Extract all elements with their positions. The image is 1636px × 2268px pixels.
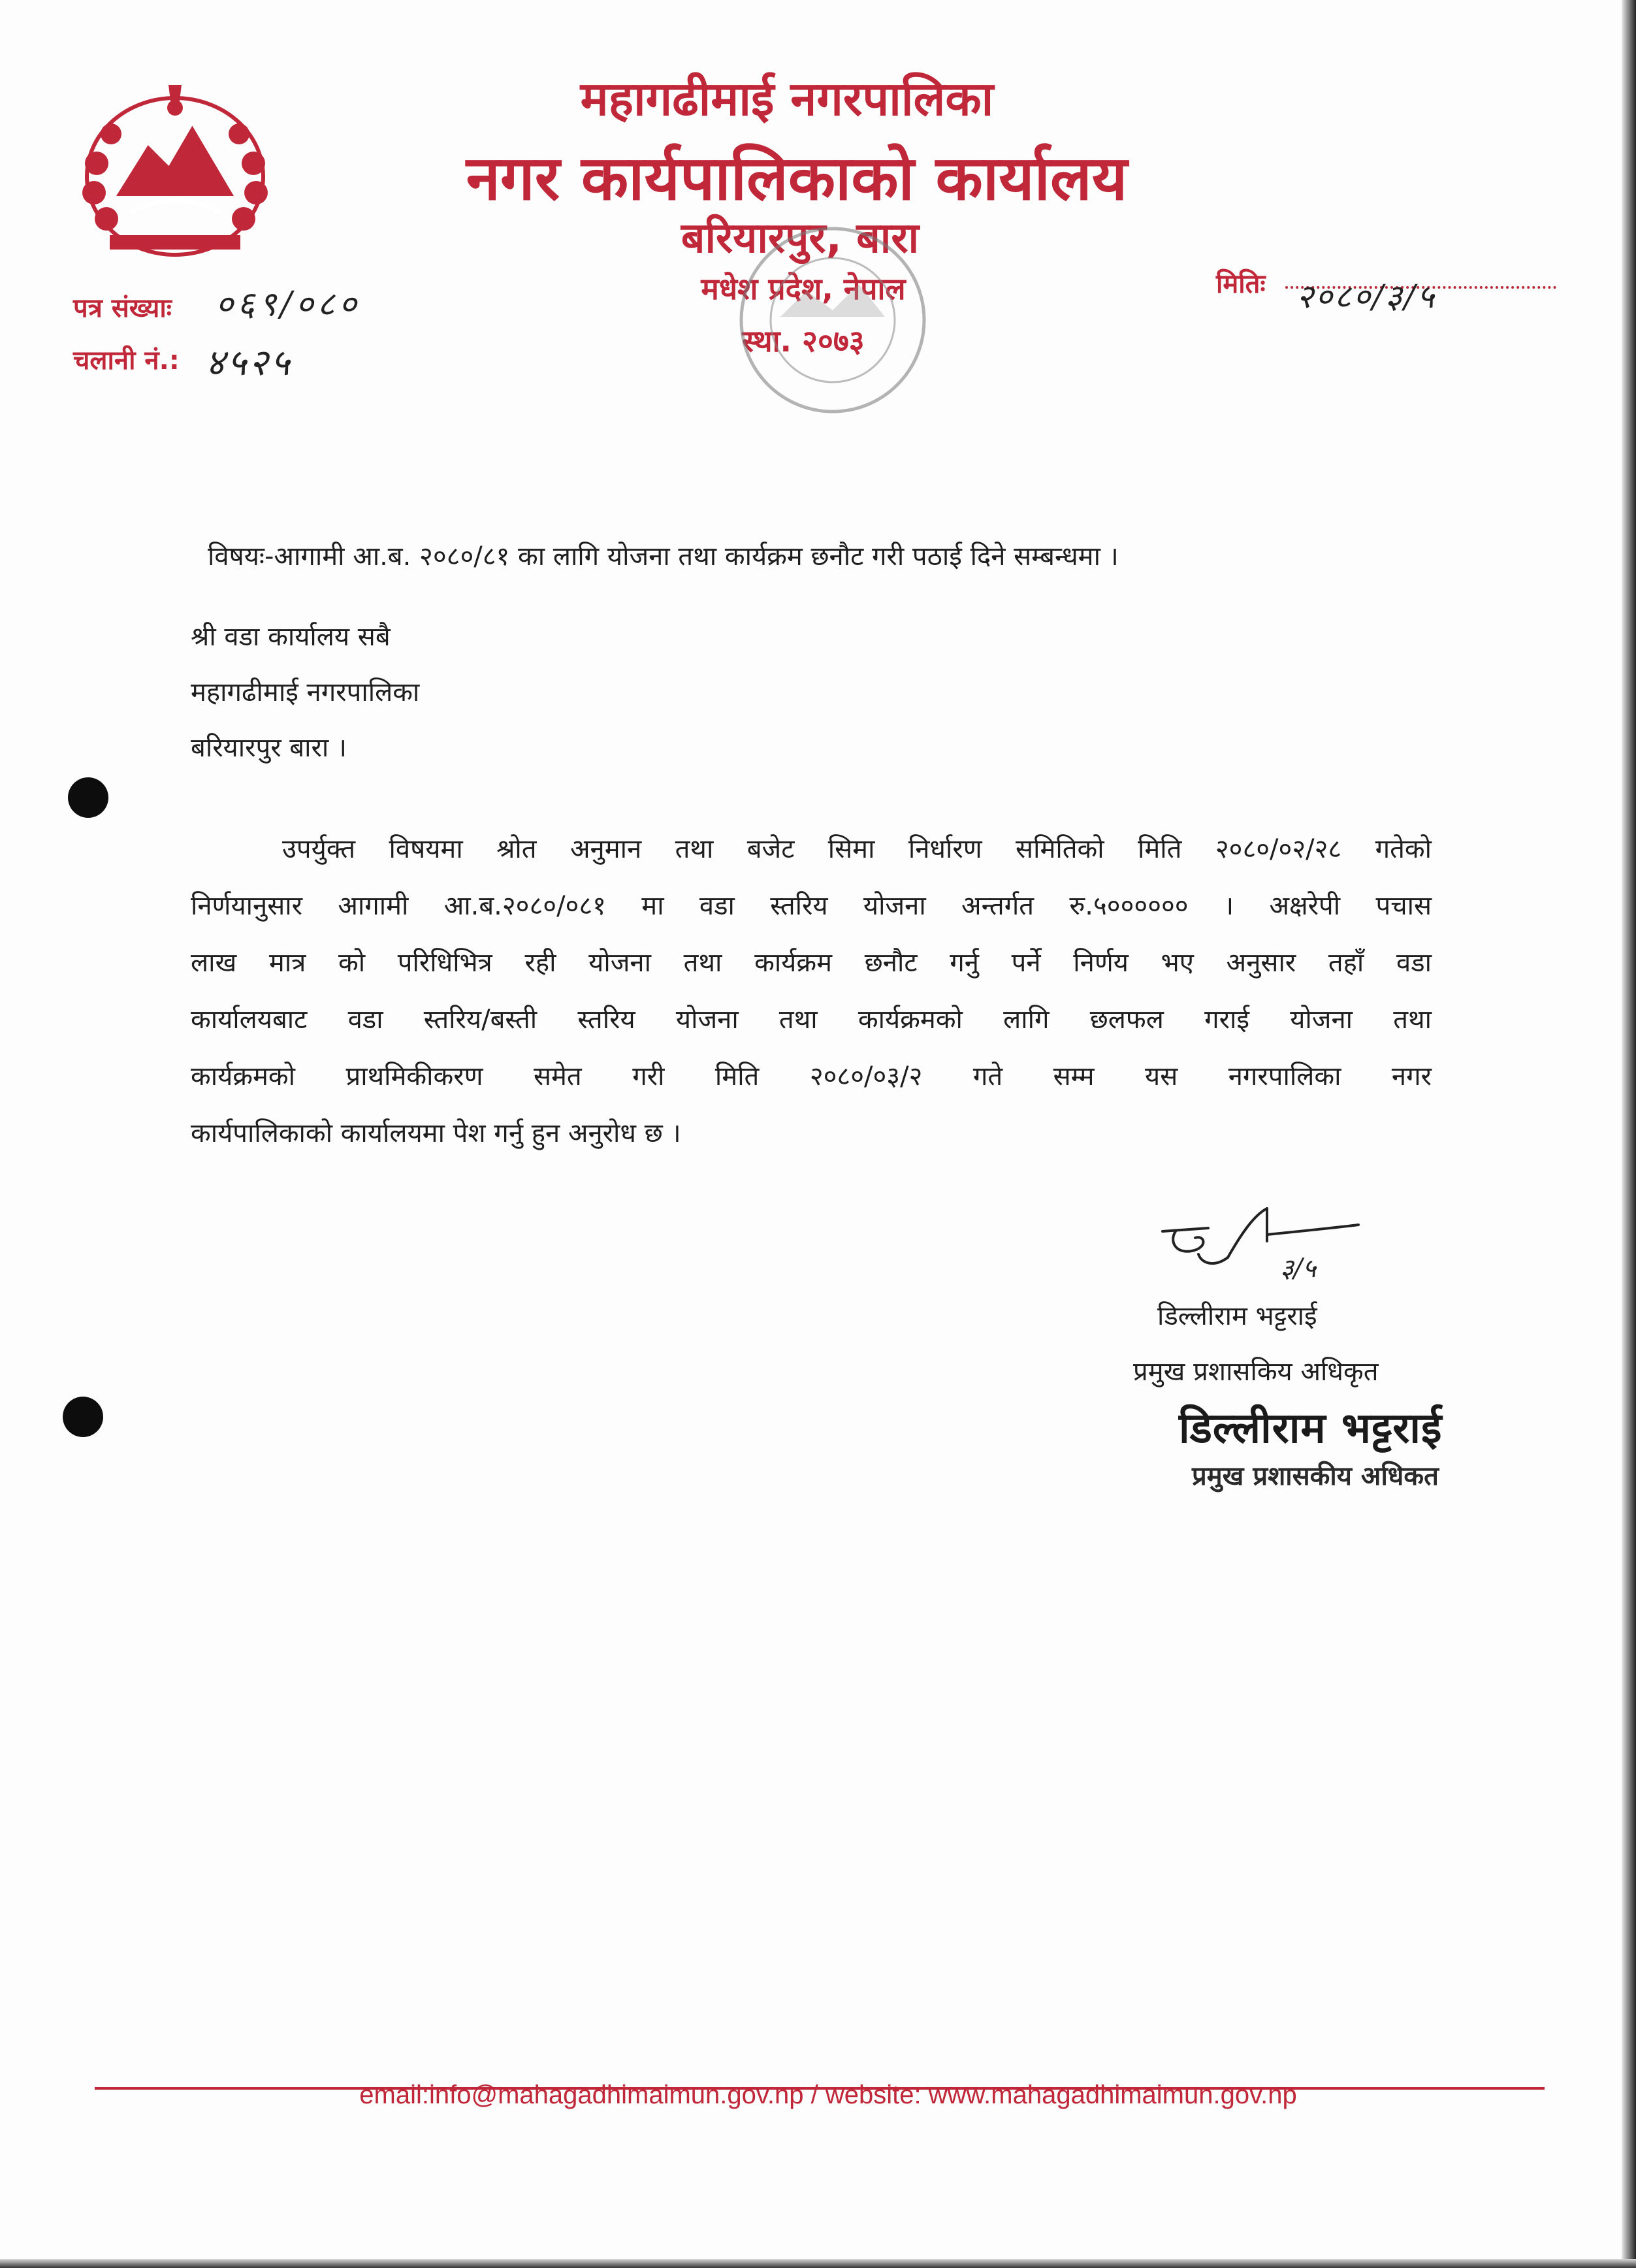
province-name: मधेश प्रदेश, नेपाल xyxy=(701,271,906,306)
office-location: बरियारपुर, बारा xyxy=(681,214,920,263)
nepal-emblem-icon xyxy=(71,72,280,268)
signatory-name: डिल्लीराम भट्टराई xyxy=(1157,1301,1317,1331)
letter-number-value: ०६९/०८० xyxy=(216,285,361,324)
footer-contact-info: email:info@mahagadhimaimun.gov.np / website: www.mahagadhimaimun.gov.np xyxy=(359,2081,1297,2109)
dispatch-number-label: चलानी नं.: xyxy=(73,346,180,376)
office-stamp-icon xyxy=(709,219,957,421)
name-stamp: डिल्लीराम भट्टराई xyxy=(1179,1404,1443,1453)
signatory-title: प्रमुख प्रशासकिय अधिकृत xyxy=(1133,1357,1379,1387)
punch-hole xyxy=(63,1397,103,1437)
signature-date-note: ३/५ xyxy=(1280,1254,1317,1284)
body-paragraph-line: निर्णयानुसार आगामी आ.ब.२०८०/०८१ मा वडा स्तरिय योजना अन्तर्गत रु.५०००००० । अक्षरेपी पचास xyxy=(191,891,1432,921)
office-name: नगर कार्यपालिकाको कार्यालय xyxy=(466,143,1128,214)
punch-hole xyxy=(68,777,108,818)
dispatch-number-value: ४५२५ xyxy=(206,342,293,384)
body-paragraph-line: कार्यालयबाट वडा स्तरिय/बस्ती स्तरिय योजना तथा कार्यक्रमको लागि छलफल गराई योजना तथा xyxy=(191,1005,1432,1035)
date-label: मितिः xyxy=(1216,269,1266,299)
body-paragraph-line: कार्यक्रमको प्राथमिकीकरण समेत गरी मिति २०८०/०३/२ गते सम्म यस नगरपालिका नगर xyxy=(191,1061,1432,1092)
date-value: २०८०/३/५ xyxy=(1296,278,1436,316)
letter-number-label: पत्र संख्याः xyxy=(73,293,172,323)
letter-subject: विषयः-आगामी आ.ब. २०८०/८१ का लागि योजना तथा कार्यक्रम छनौट गरी पठाई दिने सम्बन्धमा । xyxy=(208,542,1119,572)
body-paragraph-line: कार्यपालिकाको कार्यालयमा पेश गर्नु हुन अनुरोध छ । xyxy=(191,1118,681,1148)
municipality-name: महागढीमाई नगरपालिका xyxy=(580,71,994,126)
body-paragraph-line: उपर्युक्त विषयमा श्रोत अनुमान तथा बजेट सिमा निर्धारण समितिको मिति २०८०/०२/२८ गतेको xyxy=(282,834,1432,864)
body-paragraph-line: लाख मात्र को परिधिभित्र रही योजना तथा कार्यक्रम छनौट गर्नु पर्ने निर्णय भए अनुसार तहाँ वडा xyxy=(191,948,1432,978)
addressee-line: महागढीमाई नगरपालिका xyxy=(191,677,420,707)
scan-edge-bottom xyxy=(0,2259,1636,2268)
title-stamp: प्रमुख प्रशासकीय अधिकत xyxy=(1192,1461,1439,1491)
addressee-line: बरियारपुर बारा । xyxy=(191,733,347,763)
established-year: स्था. २०७३ xyxy=(742,323,865,359)
addressee-line: श्री वडा कार्यालय सबै xyxy=(191,622,391,652)
scan-edge-right xyxy=(1622,0,1636,2268)
